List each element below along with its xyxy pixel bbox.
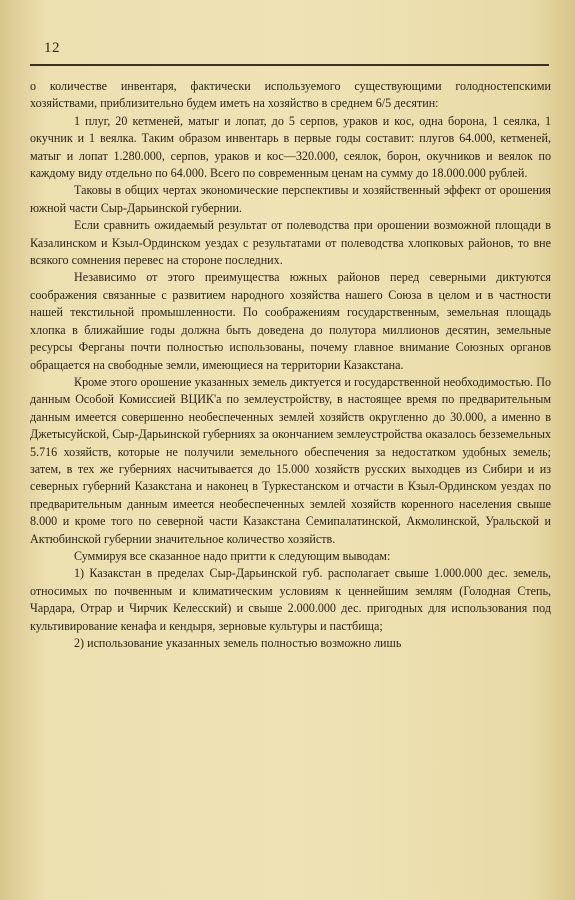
paragraph-5: Независимо от этого преимущества южных районов перед северными диктуются соображения связанные с развитием народного хозяйства нашего Союза в целом и в частности нашей текстильной промышленности. По соображениям государственным, земельная площадь хлопка в ближайшие годы должна быть доведена до полутора миллионов десятин, земельные ресурсы Ферганы почти полностью использованы, почему главное внимание Союзных органов обращается на свободные земли, имеющиеся на территории Казакстана. <box>30 270 551 372</box>
paragraph-2: 1 плуг, 20 кетменей, матыг и лопат, до 5 серпов, ураков и кос, одна борона, 1 сеялка, 1 окучник и 1 веялка. Таким образом инвентарь в первые годы составит: плугов 64.000, кетменей, матыг и лопат 1.280.000, серпов, ураков и кос—320.000, сеялок, борон, окучников и веялок по каждому виду отдельно по 64.000. Всего по современным ценам на сумму до 18.000.000 рублей. <box>30 113 551 181</box>
conclusion-item-2: 2) использование указанных земель полностью возможно лишь <box>74 636 402 650</box>
conclusion-item-1: 1) Казакстан в пределах Сыр-Дарьинской губ. располагает свыше 1.000.000 дес. земель, относимых по почвенным и климатическим условиям к ценнейшим землям (Голодная Степь, Чардара, Отрар и Чирчик Келесский) и свыше 2.000.000 дес. пригодных для использования под культивирование кенафа и кендыря, зерновые культуры и пастбища; <box>30 566 551 633</box>
page-number: 12 <box>44 40 60 56</box>
paragraph-7: Суммируя все сказанное надо притти к следующим выводам: <box>74 548 391 563</box>
body-text <box>30 78 551 652</box>
paragraph-1: о количестве инвентаря, фактически используемого существующими голодностепскими хозяйствами, приблизительно будем иметь на хозяйство в среднем 6/5 десятин: <box>30 79 551 111</box>
header-rule <box>30 64 549 66</box>
paragraph-6: Кроме этого орошение указанных земель диктуется и государственной необходимостью. По данным Особой Комиссией ВЦИК'а по землеустройству, в настоящее время по предварительным данным имеется совершенно необеспеченных землей хозяйств округленно до 30.000, а именно в Джетысуйской, Сыр-Дарьинской губерниях за окончанием землеустройства оказалось безземельных 5.716 хозяйств, которые не получили земельного обеспечения за недостатком удобных земель; затем, в тех же губерниях насчитывается до 15.000 хозяйств русских выходцев из Сибири и из северных губерний Казакстана и наконец в Туркестанском и отчасти в Кзыл-Ординском уездах по предварительным данным имеется необеспеченных землей хозяйств коренного населения свыше 8.000 и кроме того по северной части Казакстана Семипалатинской, Акмолинской, Уральской и Актюбинской губернии значительное количество хозяйств. <box>30 374 551 546</box>
paragraph-4: Если сравнить ожидаемый результат от полеводства при орошении возможной площади в Казалинском и Кзыл-Ординском уездах с результатами от полеводства хлопковых районов, то вне всякого сомнения перевес на стороне последних. <box>30 218 551 268</box>
paragraph-3: Таковы в общих чертах экономические перспективы и хозяйственный эффект от орошения южной части Сыр-Дарьинской губернии. <box>30 183 551 215</box>
